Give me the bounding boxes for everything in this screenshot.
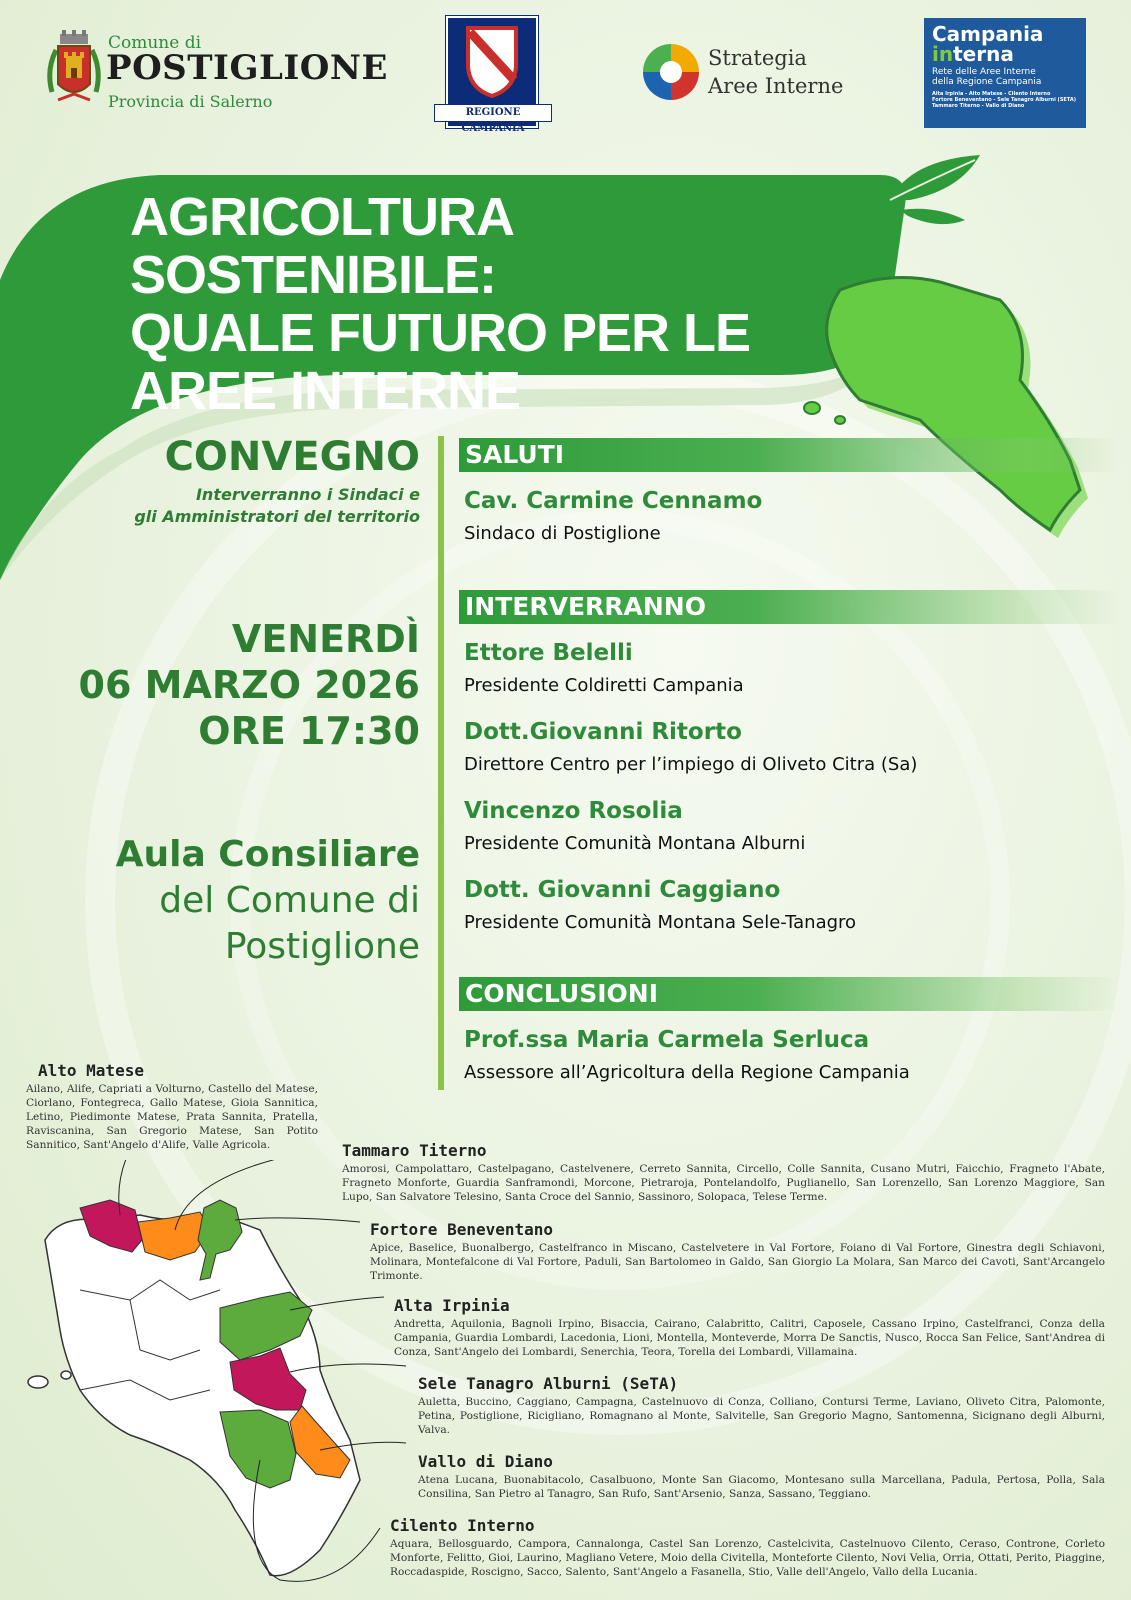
ci-small1: Alta Irpinia - Alto Matese - Cilento Interno — [932, 91, 1051, 97]
area-towns: Auletta, Buccino, Caggiano, Campagna, Castelnuovo di Conza, Colliano, Contursi Terme, Laviano, Oliveto Citra, Palomonte, Petina, Postiglione, Ricigliano, Romagnano al Monte, Salvitelle, San Gregorio Magno, Santomenna, Sicignano degli Alburni, Valva. — [418, 1396, 1105, 1436]
area-title: Cilento Interno — [390, 1516, 535, 1535]
event-sub1: Interverranno i Sindaci e — [195, 485, 420, 504]
campania-interna-logo — [924, 18, 1086, 128]
area-towns: Ailano, Alife, Capriati a Volturno, Castello del Matese, Ciorlano, Fontegreca, Gallo Matese, Gioia Sannitica, Letino, Piedimonte Matese, Prata Sannita, Pratella, Raviscanina, San Gregorio Matese, San Potito Sannitico, Sant'Angelo d'Alife, Valle Agricola. — [26, 1083, 318, 1151]
event-venue — [40, 832, 420, 970]
column-divider — [438, 436, 444, 1090]
area-cilento-interno — [390, 1516, 1105, 1579]
speaker-role: Presidente Comunità Montana Sele-Tanagro — [464, 912, 857, 933]
speaker-role: Direttore Centro per l’impiego di Oliveto Citra (Sa) — [464, 754, 918, 775]
area-title: Alto Matese — [38, 1061, 144, 1080]
title-line3: AREE INTERNE — [130, 361, 521, 421]
speaker-role: Presidente Comunità Montana Alburni — [464, 833, 806, 854]
area-title: Sele Tanagro Alburni (SeTA) — [418, 1374, 679, 1393]
venue-line2: del Comune di — [159, 880, 420, 921]
area-towns: Atena Lucana, Buonabitacolo, Casalbuono, Monte San Giacomo, Montesano sulla Marcellana, Padula, Pertosa, Polla, Sala Consilina, San Pietro al Tanagro, San Rufo, Sant'Arsenio, Sanza, Sassano, Teggiano. — [418, 1474, 1105, 1500]
regione-logo — [446, 16, 538, 134]
event-time: ORE 17:30 — [198, 709, 420, 753]
speaker-role: Assessore all’Agricoltura della Regione Campania — [464, 1062, 910, 1083]
speaker-name: Ettore Belelli — [464, 640, 633, 666]
ci-small3: Tammaro Titerno - Vallo di Diano — [932, 103, 1025, 109]
event-date: 06 MARZO 2026 — [78, 663, 420, 707]
snai-line1: Strategia — [708, 46, 807, 70]
speaker-name: Cav. Carmine Cennamo — [464, 488, 763, 514]
leaf-icon — [880, 150, 1000, 230]
section-conclusioni: CONCLUSIONI — [459, 977, 1119, 1011]
event-title — [130, 188, 890, 420]
area-towns: Andretta, Aquilonia, Bagnoli Irpino, Bisaccia, Cairano, Calabritto, Calitri, Caposele, Cassano Irpino, Castelfranci, Conza della Campania, Guardia Lombardi, Lacedonia, Lioni, Montella, Monteverde, Morra De Sanctis, Nusco, Rocca San Felice, Sant'Andrea di Conza, Sant'Angelo dei Lombardi, Senerchia, Teora, Torella dei Lombardi, Villamaina. — [394, 1318, 1105, 1358]
area-fortore-beneventano — [370, 1220, 1105, 1283]
snai-logo-icon — [643, 44, 699, 100]
ci-line2-rest: terna — [953, 42, 1014, 66]
venue-line1: Aula Consiliare — [115, 834, 420, 875]
event-info — [40, 434, 420, 528]
venue-line3: Postiglione — [224, 926, 420, 967]
area-seta — [418, 1374, 1105, 1437]
event-sub2: gli Amministratori del territorio — [134, 507, 420, 526]
area-title: Fortore Beneventano — [370, 1220, 554, 1239]
area-title: Vallo di Diano — [418, 1452, 553, 1471]
area-alto-matese — [26, 1061, 318, 1152]
ci-line1: Campania — [932, 22, 1044, 46]
speaker-role: Sindaco di Postiglione — [464, 523, 661, 544]
area-title: Alta Irpinia — [394, 1296, 510, 1315]
speaker-name: Vincenzo Rosolia — [464, 798, 683, 824]
snai-text — [708, 44, 843, 100]
area-vallo-di-diano — [418, 1452, 1105, 1501]
event-type: CONVEGNO — [164, 434, 420, 480]
speaker-name: Dott. Giovanni Caggiano — [464, 877, 781, 903]
section-interverranno: INTERVERRANNO — [459, 590, 1119, 624]
areas-map — [20, 1160, 420, 1600]
snai-line2: Aree Interne — [708, 74, 844, 98]
comune-prefix: Comune di — [108, 33, 202, 53]
title-line2: QUALE FUTURO PER LE — [130, 303, 751, 363]
ci-line2-accent: in — [932, 42, 954, 66]
comune-name: POSTIGLIONE — [106, 48, 388, 88]
ci-line4: della Regione Campania — [932, 77, 1042, 87]
area-alta-irpinia — [394, 1296, 1105, 1359]
speaker-name: Dott.Giovanni Ritorto — [464, 719, 742, 745]
ci-line2 — [932, 44, 1078, 64]
section-saluti: SALUTI — [459, 438, 1119, 472]
ci-small2: Fortore Beneventano - Sele Tanagro Alburni (SETA) — [932, 97, 1077, 103]
regione-shield-icon — [448, 18, 536, 102]
comune-province: Provincia di Salerno — [108, 92, 273, 111]
area-towns: Apice, Baselice, Buonalbergo, Castelfranco in Miscano, Castelvetere in Val Fortore, Foiano di Val Fortore, Ginestra degli Schiavoni, Molinara, Montefalcone di Val Fortore, Paduli, San Bartolomeo in Galdo, San Giorgio La Molara, San Marco dei Cavoti, Sant'Arcangelo Trimonte. — [370, 1242, 1105, 1282]
area-towns: Amorosi, Campolattaro, Castelpagano, Castelvenere, Cerreto Sannita, Circello, Colle Sannita, Cusano Mutri, Faicchio, Fragneto l'Abate, Fragneto Monforte, Guardia Sanframondi, Morcone, Pietraroja, Pontelandolfo, Puglianello, San Lorenzello, San Lorenzo Maggiore, San Lupo, San Salvatore Telesino, Santa Croce del Sannio, Sassinoro, Solopaca, Telese Terme. — [342, 1163, 1105, 1203]
title-line1: AGRICOLTURA SOSTENIBILE: — [130, 187, 512, 305]
area-towns: Aquara, Bellosguardo, Campora, Cannalonga, Castel San Lorenzo, Castelcivita, Castelnuovo Cilento, Ceraso, Controne, Corleto Monforte, Felitto, Gioi, Laurino, Magliano Vetere, Moio della Civitella, Monteforte Cilento, Novi Velia, Orria, Ottati, Perito, Piaggine, Roccadaspide, Roscigno, Sacco, Salento, Sant'Angelo a Fasanella, Stio, Valle dell'Angelo, Vallo della Lucania. — [390, 1538, 1105, 1578]
ci-line3: Rete delle Aree Interne — [932, 67, 1036, 77]
regione-label: REGIONE CAMPANIA — [434, 104, 552, 122]
event-day: VENERDÌ — [231, 617, 420, 661]
event-datetime — [40, 616, 420, 754]
coat-of-arms-icon — [44, 30, 104, 116]
speaker-name: Prof.ssa Maria Carmela Serluca — [464, 1027, 870, 1053]
speaker-role: Presidente Coldiretti Campania — [464, 675, 744, 696]
area-title: Tammaro Titerno — [342, 1141, 487, 1160]
area-tammaro-titerno — [342, 1141, 1105, 1204]
